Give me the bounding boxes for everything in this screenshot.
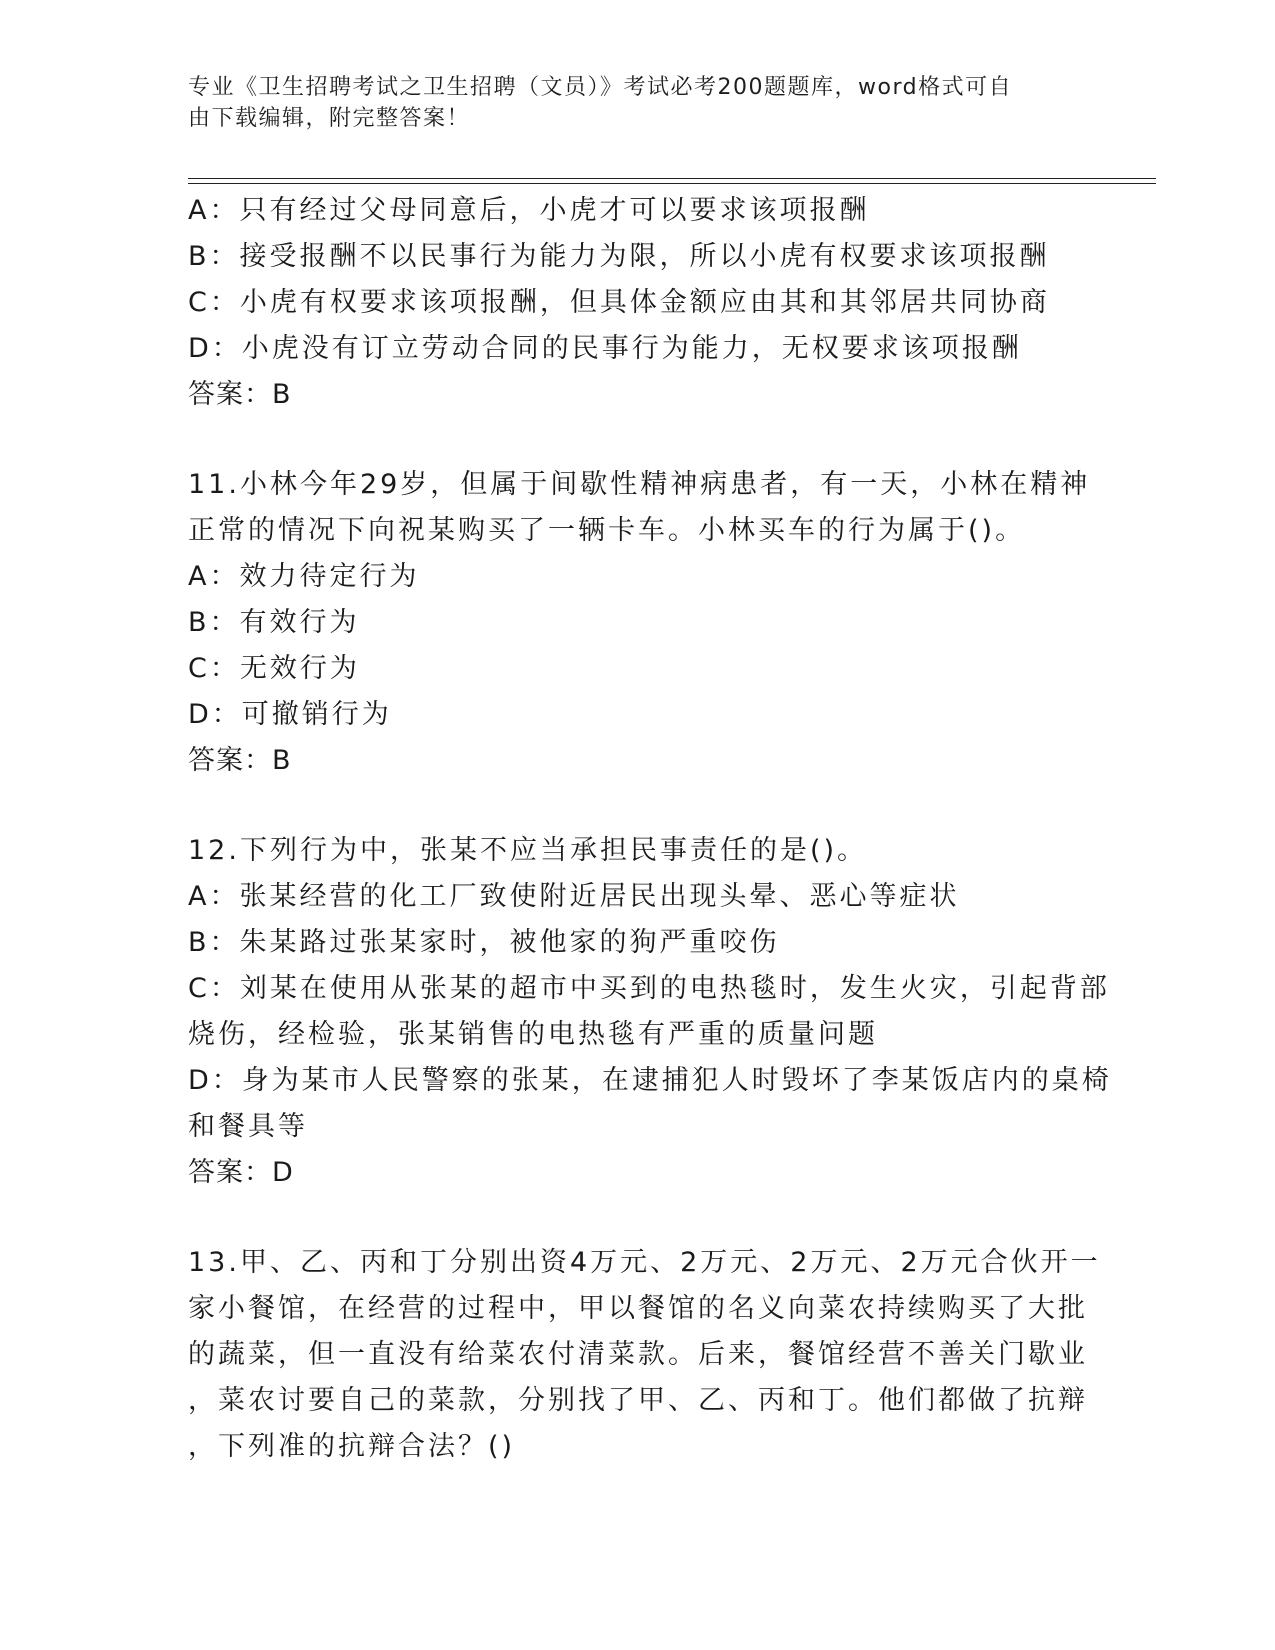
spacer	[188, 418, 1088, 462]
answer-line: 答案：B	[188, 379, 292, 410]
question-12	[188, 828, 1112, 1196]
question-stem-line: ，下列准的抗辩合法？()	[188, 1431, 516, 1462]
question-stem-line: 11.小林今年29岁，但属于间歇性精神病患者，有一天，小林在精神	[188, 469, 1091, 500]
option-b: B：朱某路过张某家时，被他家的狗严重咬伤	[188, 927, 780, 958]
header-line-1: 专业《卫生招聘考试之卫生招聘（文员）》考试必考200题题库，word格式可自	[188, 75, 1013, 100]
question-13	[188, 1240, 1101, 1470]
option-c: C：小虎有权要求该项报酬，但具体金额应由其和其邻居共同协商	[188, 287, 1050, 318]
option-d: D：可撤销行为	[188, 699, 392, 730]
question-stem-line: ，菜农讨要自己的菜款，分别找了甲、乙、丙和丁。他们都做了抗辩	[188, 1385, 1088, 1416]
option-d: D：身为某市人民警察的张某，在逮捕犯人时毁坏了李某饭店内的桌椅	[188, 1065, 1112, 1096]
option-a: A：效力待定行为	[188, 561, 420, 592]
option-a: A：只有经过父母同意后，小虎才可以要求该项报酬	[188, 195, 870, 226]
option-d: D：小虎没有订立劳动合同的民事行为能力，无权要求该项报酬	[188, 333, 1022, 364]
option-c: C：无效行为	[188, 653, 360, 684]
question-stem-line: 正常的情况下向祝某购买了一辆卡车。小林买车的行为属于()。	[188, 515, 1026, 546]
spacer	[188, 1196, 1088, 1240]
option-c: C：刘某在使用从张某的超市中买到的电热毯时，发生火灾，引起背部	[188, 973, 1110, 1004]
option-b: B：有效行为	[188, 607, 360, 638]
question-stem-line: 13.甲、乙、丙和丁分别出资4万元、2万元、2万元、2万元合伙开一	[188, 1247, 1101, 1278]
option-a: A：张某经营的化工厂致使附近居民出现头晕、恶心等症状	[188, 881, 960, 912]
option-d-continued: 和餐具等	[188, 1111, 308, 1142]
header-line-2: 由下载编辑，附完整答案！	[188, 106, 471, 131]
question-10-continued	[188, 188, 1088, 418]
question-content	[188, 188, 1112, 1470]
header-rule-bottom	[188, 183, 1156, 184]
option-b: B：接受报酬不以民事行为能力为限，所以小虎有权要求该项报酬	[188, 241, 1050, 272]
spacer	[188, 784, 1088, 828]
option-c-continued: 烧伤，经检验，张某销售的电热毯有严重的质量问题	[188, 1019, 878, 1050]
question-stem-line: 家小餐馆，在经营的过程中，甲以餐馆的名义向菜农持续购买了大批	[188, 1293, 1088, 1324]
answer-line: 答案：B	[188, 745, 292, 776]
header-rule-top	[188, 178, 1156, 179]
question-stem-line: 的蔬菜，但一直没有给菜农付清菜款。后来，餐馆经营不善关门歇业	[188, 1339, 1088, 1370]
question-11	[188, 462, 1091, 784]
answer-line: 答案：D	[188, 1157, 294, 1188]
question-stem-line: 12.下列行为中，张某不应当承担民事责任的是()。	[188, 835, 868, 866]
document-header	[188, 72, 1068, 134]
